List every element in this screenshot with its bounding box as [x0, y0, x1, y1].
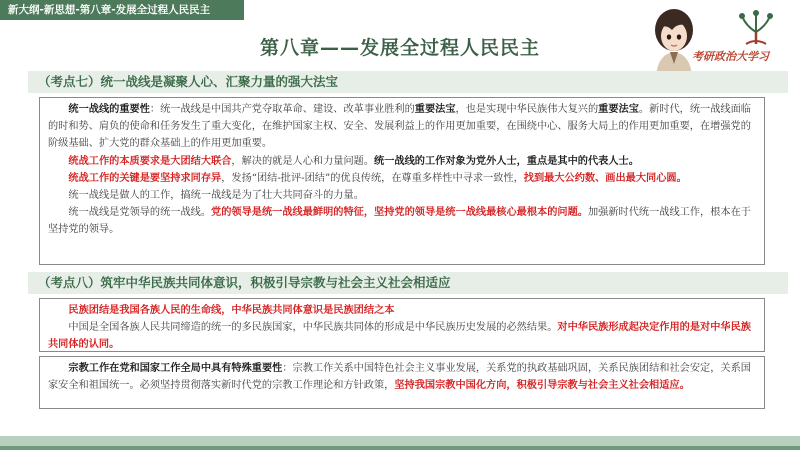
body-text: ：统一战线是中国共产党夺取革命、建设、改革事业胜利的 — [149, 104, 415, 115]
bold-text: 重要法宝 — [414, 103, 456, 115]
avatar-illustration — [648, 4, 796, 76]
highlight-text: 对中华民族形成起决定作用的是对中华民族共同体的认同。 — [48, 321, 751, 351]
content-box-ethnic-unity — [39, 298, 765, 352]
body-text: ，发扬“团结-批评-团结”的优良传统，在尊重多样性中寻求一致性， — [221, 172, 524, 184]
paragraph-lifeline — [48, 302, 756, 319]
highlight-text: 统战工作的关键是要坚持求同存异 — [68, 171, 222, 184]
body-text: 。新时代，统一战线面临的时和势、肩负的使命和任务发生了重大变化，在维护国家主权、安全、发展利益上的作用更加重要，在围绕中心、服务大局上的作用更加重要，在增强党的阶级基础、扩大党的群众基础上的作用更加重要。 — [48, 104, 751, 150]
body-text: 统一战线是党领导的统一战线。 — [68, 207, 212, 219]
logo-text: 考研政治大学习 — [692, 50, 769, 63]
section-heading-7: （考点七）统一战线是凝聚人心、汇聚力量的强大法宝 — [28, 71, 788, 93]
content-box-united-front — [39, 97, 765, 265]
footer-bar — [0, 436, 800, 450]
footer-accent-line — [0, 446, 800, 450]
body-text: ：宗教工作关系中国特色社会主义事业发展，关系党的执政基础巩固，关系民族团结和社会安定，关系国家安全和祖国统一。必须坚持贯彻落实新时代党的宗教工作理论和方针政策， — [48, 363, 751, 392]
highlight-text: 坚持我国宗教中国化方向，积极引导宗教与社会主义社会相适应。 — [394, 379, 690, 392]
body-text: ，也是实现中华民族伟大复兴的 — [455, 104, 599, 115]
body-text: 统一战线是做人的工作，搞统一战线是为了壮大共同奋斗的力量。 — [68, 190, 364, 202]
body-text: ，解决的就是人心和力量问题。 — [231, 155, 375, 167]
paragraph-essence — [48, 153, 756, 170]
body-text: 中国是全国各族人民共同缔造的统一的多民族国家，中华民族共同体的形成是中华民族历史发展的必然结果。 — [68, 322, 558, 334]
highlight-text: 党的领导是统一战线最鲜明的特征，坚持党的领导是统一战线最核心最根本的问题。 — [211, 206, 588, 219]
lead-text: 统一战线的重要性 — [68, 103, 150, 115]
breadcrumb: 新大纲-新思想-第八章-发展全过程人民民主 — [0, 0, 244, 20]
section-heading-8: （考点八）筑牢中华民族共同体意识，积极引导宗教与社会主义社会相适应 — [28, 272, 788, 294]
highlight-text: 统战工作的本质要求是大团结大联合 — [68, 154, 232, 167]
logo — [648, 4, 796, 76]
paragraph-people-work — [48, 187, 756, 204]
bold-text: 统一战线的工作对象为党外人士，重点是其中的代表人士。 — [374, 154, 639, 167]
paragraph-community — [48, 319, 756, 353]
highlight-text: 找到最大公约数、画出最大同心圆。 — [523, 171, 687, 184]
paragraph-key — [48, 170, 756, 187]
highlight-text: 民族团结是我国各族人民的生命线，中华民族共同体意识是民族团结之本 — [68, 304, 395, 316]
paragraph-importance — [48, 101, 756, 153]
content-box-religion — [39, 356, 765, 409]
paragraph-party-leadership — [48, 204, 756, 238]
bold-text: 重要法宝 — [598, 103, 639, 115]
lead-text: 宗教工作在党和国家工作全局中具有特殊重要性 — [68, 362, 283, 374]
paragraph-religion-work — [48, 360, 756, 394]
page-title: 第八章——发展全过程人民民主 — [259, 37, 540, 59]
body-text: 加强新时代统一战线工作，根本在于坚持党的领导。 — [48, 207, 751, 236]
